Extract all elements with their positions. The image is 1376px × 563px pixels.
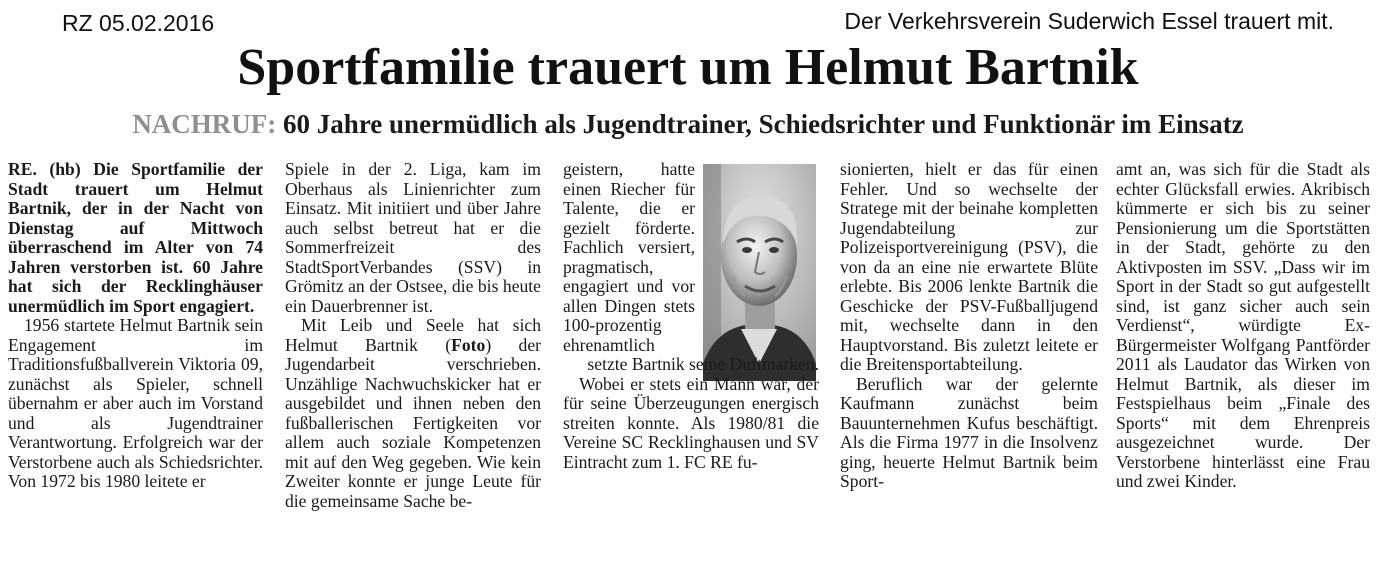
kicker-label: NACHRUF:	[132, 109, 277, 139]
article-column-5	[1116, 160, 1370, 492]
paragraph: 1956 startete Helmut Bartnik sein Engagement im Traditionsfußballverein Viktoria 09, zunächst als Spieler, schnell übernahm er aber auch im Vorstand und als Jugendtrainer Verantwortung. Erfolgreich war der Verstorbene auch als Schiedsrichter. Von 1972 bis 1980 leitete er	[8, 315, 263, 491]
subheadline	[0, 107, 1376, 141]
condolence-notice: Der Verkehrsverein Suderwich Essel trauert mit.	[844, 8, 1334, 34]
paragraph: geistern, hatte einen Riecher für Talente, die er gezielt förderte. Fachlich versiert, pragmatisch, engagiert und vor allen Dingen stets 100-prozentig ehrenamtlich	[563, 159, 695, 355]
article-column-4	[840, 160, 1098, 492]
paragraph: amt an, was sich für die Stadt als echter Glücksfall erwies. Akribisch kümmerte er sich bis zu seiner Pensionierung um die Sportstätten in der Stadt, gehörte zu den Aktivposten im SSV. „Dass wir im Sport in der Stadt so gut aufgestellt sind, ist ganz sicher auch sein Verdienst“, würdigte Ex-Bürgermeister Wolfgang Pantförder 2011 als Laudator das Wirken von Helmut Bartnik, als dieser im Festspielhaus beim „Finale des Sports“ mit dem Ehrenpreis ausgezeichnet wurde. Der Verstorbene hinterlässt eine Frau und zwei Kinder.	[1116, 159, 1370, 491]
photo-reference: Foto	[451, 334, 486, 355]
paragraph: Beruflich war der gelernte Kaufmann zunächst beim Bauunternehmen Kufus beschäftigt. Als die Firma 1977 in die Insolvenz ging, heuerte Helmut Bartnik beim Sport-	[840, 373, 1098, 491]
lead-paragraph: RE. (hb) Die Sportfamilie der Stadt trauert um Helmut Bartnik, der in der Nacht von Dienstag auf Mittwoch überraschend im Alter von 74 Jahren verstorben ist. 60 Jahre hat sich der Recklinghäuser unermüdlich im Sport engagiert.	[8, 159, 263, 316]
paragraph: setzte Bartnik seine Duftmarken.	[587, 354, 819, 374]
paragraph: Spiele in der 2. Liga, kam im Oberhaus als Linienrichter zum Einsatz. Mit initiiert und über Jahre auch selbst betreut hat er die Sommerfreizeit des StadtSportVerbandes (SSV) in Grömitz an der Ostsee, die bis heute ein Dauerbrenner ist.	[285, 159, 541, 316]
paragraph: Wobei er stets ein Mann war, der für seine Überzeugungen energisch streiten konnte. Als 1980/81 die Vereine SC Recklinghausen und SV Eintracht zum 1. FC RE fu-	[563, 373, 819, 472]
paragraph: Mit Leib und Seele hat sich Helmut Bartnik (Foto) der Jugendarbeit verschrieben. Unzählige Nachwuchskicker hat er ausgebildet und ihnen neben den fußballerischen Fertigkeiten vor allem auch soziale Kompetenzen mit auf den Weg gegeben. Wie kein Zweiter konnte er junge Leute für die gemeinsame Sache be-	[285, 315, 541, 511]
subheadline-text: 60 Jahre unermüdlich als Jugendtrainer, Schiedsrichter und Funktionär im Einsatz	[276, 109, 1244, 139]
source-date: RZ 05.02.2016	[62, 10, 215, 36]
article-column-1	[8, 160, 263, 492]
article-column-2	[285, 160, 541, 511]
paragraph: sionierten, hielt er das für einen Fehler. Und so wechselte der Stratege mit der beinahe kompletten Jugendabteilung zur Polizeisportvereinigung (PSV), die von da an eine nie erwartete Blüte erlebte. Bis 2006 lenkte Bartnik die Geschicke der PSV-Fußballjugend mit, wechselte dann in den Hauptvorstand. Bis zuletzt leitete er die Breitensportabteilung.	[840, 159, 1098, 374]
article-column-3	[563, 160, 823, 472]
headline: Sportfamilie trauert um Helmut Bartnik	[237, 39, 1139, 96]
